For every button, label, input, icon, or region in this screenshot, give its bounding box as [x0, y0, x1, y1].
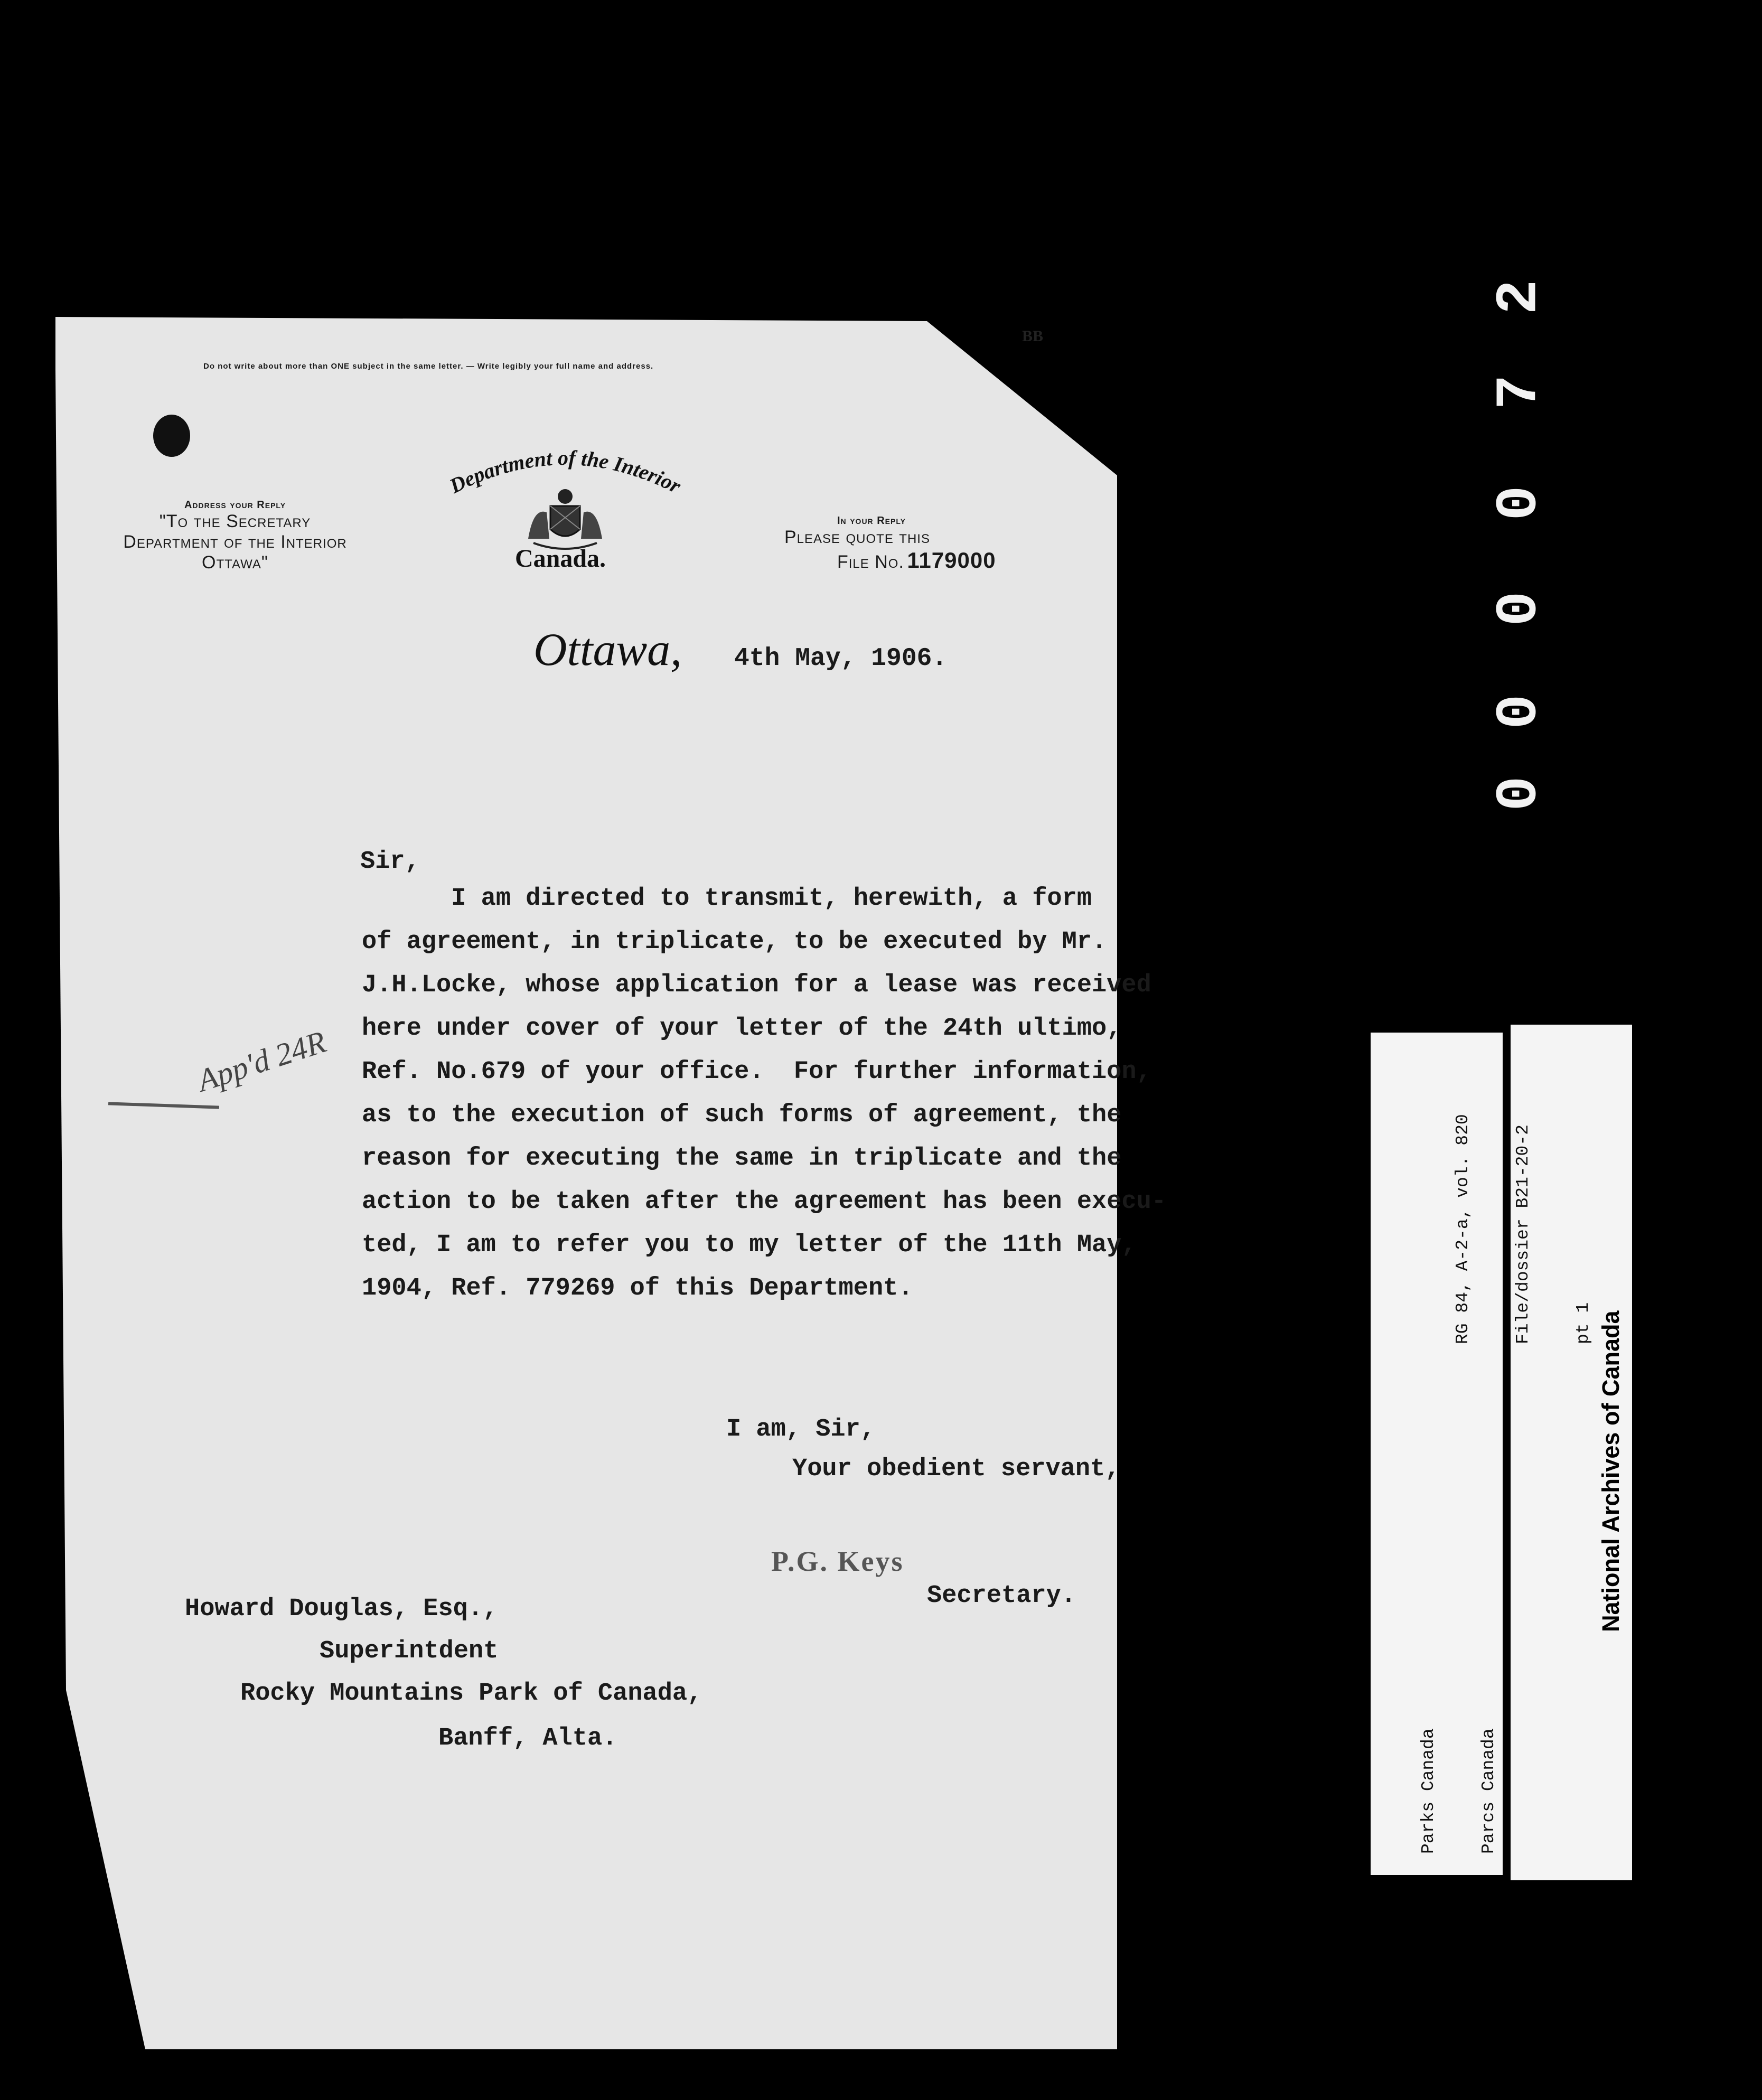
recipient-line-4: Banff, Alta.	[438, 1724, 617, 1752]
recipient-line-3: Rocky Mountains Park of Canada,	[240, 1680, 702, 1708]
date-place: Ottawa,	[533, 624, 682, 676]
reply-quote: Please quote this	[784, 527, 930, 547]
closing-line-2: Your obedient servant,	[792, 1455, 1120, 1483]
body-line: action to be taken after the agreement has been execu-	[362, 1188, 1167, 1216]
address-block	[100, 499, 370, 573]
archive-ref-line: pt 1	[1573, 1302, 1593, 1344]
archive-ref-line: File/dossier B21-20-2	[1513, 1124, 1533, 1344]
salutation: Sir,	[360, 848, 420, 876]
dept-country: Canada.	[515, 545, 606, 573]
reply-block	[784, 515, 996, 573]
signature-stamp: P.G. Keys	[771, 1545, 904, 1577]
body-line: here under cover of your letter of the 24th ultimo,	[362, 1015, 1122, 1043]
archive-name	[1545, 1279, 1730, 1632]
top-notice: Do not write about more than ONE subject in the same letter. — Write legibly your full name and address.	[203, 362, 654, 371]
body-line: Ref. No.679 of your office. For further information,	[362, 1058, 1151, 1086]
address-line-3: Ottawa"	[202, 552, 268, 573]
address-line-2: Department of the Interior	[123, 532, 347, 552]
agency-french: Parcs Canada	[1479, 1728, 1498, 1854]
frame-digit: 7	[1487, 374, 1553, 410]
frame-digit: 0	[1487, 485, 1553, 521]
archive-name-english: National Archives of Canada	[1597, 1310, 1624, 1632]
body-line: 1904, Ref. 779269 of this Department.	[362, 1274, 913, 1302]
frame-digit: 0	[1487, 776, 1553, 811]
agency-english: Parks Canada	[1419, 1728, 1438, 1854]
recipient-line-2: Superintdent	[320, 1637, 499, 1665]
body-line: as to the execution of such forms of agreement, the	[362, 1101, 1122, 1129]
address-label: Address your Reply	[184, 499, 286, 511]
closing-line-1: I am, Sir,	[726, 1415, 876, 1443]
body-line: ted, I am to refer you to my letter of the 11th May,	[362, 1231, 1137, 1259]
margin-note: App'd 24R	[193, 1024, 331, 1099]
address-line-1: "To the Secretary	[159, 511, 311, 531]
body-line: I am directed to transmit, herewith, a form	[362, 885, 1092, 913]
frame-digit: 2	[1487, 279, 1553, 315]
dept-arc-text: Department of the Interior	[445, 445, 685, 498]
recipient-line-1: Howard Douglas, Esq.,	[185, 1595, 498, 1623]
corner-mark: BB	[1022, 327, 1044, 345]
file-number: 1179000	[907, 548, 996, 573]
body-line: of agreement, in triplicate, to be executed by Mr.	[362, 928, 1107, 956]
body-line: J.H.Locke, whose application for a lease was received	[362, 971, 1151, 999]
frame-digit: 0	[1487, 694, 1553, 729]
body-line: reason for executing the same in triplicate and the	[362, 1145, 1122, 1173]
letter-date: 4th May, 1906.	[734, 644, 948, 673]
ink-blot	[153, 415, 190, 457]
archive-name-french: Archives nationales du Canada	[1676, 1279, 1703, 1632]
signature-title: Secretary.	[927, 1582, 1076, 1610]
frame-digit: 0	[1487, 591, 1553, 626]
reply-label: In your Reply	[837, 515, 906, 527]
file-label: File No.	[837, 552, 904, 572]
archive-agency	[1379, 1728, 1519, 1854]
archive-ref-line: RG 84, A-2-a, vol. 820	[1453, 1114, 1473, 1344]
coat-of-arms-icon	[528, 489, 602, 549]
